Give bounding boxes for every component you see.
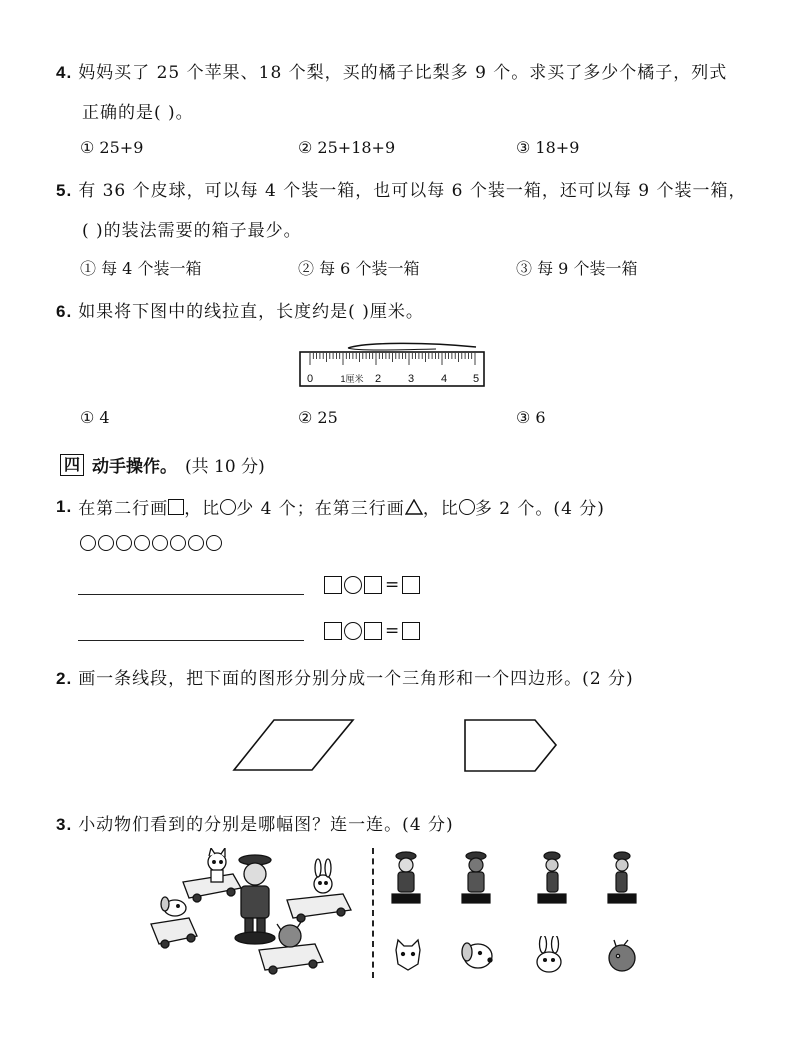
operator-circle[interactable] [344, 622, 362, 640]
answer-box[interactable] [324, 622, 342, 640]
s2-number: 2. [56, 669, 73, 688]
curved-line [348, 343, 476, 348]
policeman-figure-icon [235, 855, 275, 944]
animal-heads [390, 936, 650, 976]
policeman-view-left-icon[interactable] [538, 852, 566, 903]
s1-text-c: 少 4 个；在第三行画 [236, 499, 405, 519]
ruler-label-2: 2 [374, 373, 382, 385]
dashed-divider [372, 848, 374, 978]
pentagon-shape[interactable] [463, 718, 559, 774]
curved-line-under [348, 348, 436, 350]
q6-text: 如果将下图中的线拉直，长度约是( )厘米。 [78, 302, 424, 322]
q5-number: 5. [56, 181, 73, 200]
s1-text-b: ，比 [184, 499, 221, 519]
equals-sign: = [385, 575, 400, 595]
q6-line [56, 297, 424, 322]
circle-icon [220, 499, 236, 515]
circle-item [170, 535, 186, 551]
answer-box[interactable] [402, 576, 420, 594]
circle-item [152, 535, 168, 551]
s2-line [56, 664, 634, 689]
s1-text-e: 多 2 个。(4 分) [474, 499, 605, 519]
ruler-label-0: 0 [306, 373, 314, 385]
circle-item [206, 535, 222, 551]
circle-item [80, 535, 96, 551]
equation-row3 [324, 621, 420, 641]
animals-scene-illustration [145, 848, 360, 978]
answer-box[interactable] [364, 622, 382, 640]
s1-line [56, 494, 605, 519]
triangle-icon [405, 499, 423, 515]
dog-head-icon[interactable] [462, 943, 492, 968]
s1-text-a: 在第二行画 [78, 499, 169, 519]
q4-option-1[interactable]: ① 25+9 [80, 138, 144, 157]
policeman-view-front-icon[interactable] [392, 852, 420, 903]
q6-option-2[interactable]: ② 25 [298, 408, 338, 427]
q4-text: 妈妈买了 25 个苹果、18 个梨，买的橘子比梨多 9 个。求买了多少个橘子，列式 [78, 63, 728, 83]
circle-item [134, 535, 150, 551]
circle-item [98, 535, 114, 551]
s1-text-d: ，比 [422, 499, 459, 519]
section-badge: 四 [60, 454, 84, 476]
q5-line1 [56, 176, 747, 201]
square-icon [168, 499, 184, 515]
circle-icon [459, 499, 475, 515]
answer-line-row2[interactable] [78, 594, 304, 595]
equals-sign: = [385, 621, 400, 641]
ruler-label-4: 4 [440, 373, 448, 385]
answer-line-row3[interactable] [78, 640, 304, 641]
circle-row [80, 535, 222, 551]
circle-item [116, 535, 132, 551]
s3-number: 3. [56, 815, 73, 834]
operator-circle[interactable] [344, 576, 362, 594]
q5-line2: ( )的装法需要的箱子最少。 [82, 221, 302, 241]
q5-option-2[interactable]: ② 每 6 个装一箱 [298, 259, 420, 278]
q6-option-1[interactable]: ① 4 [80, 408, 110, 427]
q5-option-1[interactable]: ① 每 4 个装一箱 [80, 259, 202, 278]
ruler-label-1: 1厘米 [340, 374, 364, 384]
section-title: 动手操作。 [92, 457, 178, 477]
answer-box[interactable] [324, 576, 342, 594]
q6-option-3[interactable]: ③ 6 [516, 408, 546, 427]
bird-car-icon [259, 922, 323, 974]
dog-car-icon [151, 897, 197, 948]
ruler-figure [296, 340, 490, 392]
equation-row2 [324, 575, 420, 595]
q4-option-2[interactable]: ② 25+18+9 [298, 138, 396, 157]
q4-line2: 正确的是( )。 [82, 103, 194, 123]
policeman-view-back-icon[interactable] [462, 852, 490, 903]
q5-text: 有 36 个皮球，可以每 4 个装一箱，也可以每 6 个装一箱，还可以每 9 个装一箱， [78, 181, 747, 201]
circle-item [188, 535, 204, 551]
s1-number: 1. [56, 496, 73, 516]
q4-option-3[interactable]: ③ 18+9 [516, 138, 580, 157]
section-points: (共 10 分) [185, 457, 265, 477]
s2-text: 画一条线段，把下面的图形分别分成一个三角形和一个四边形。(2 分) [78, 669, 634, 689]
fox-head-icon[interactable] [396, 940, 420, 970]
q5-option-3[interactable]: ③ 每 9 个装一箱 [516, 259, 638, 278]
q6-number: 6. [56, 302, 73, 321]
ruler-body [300, 352, 484, 386]
s3-text: 小动物们看到的分别是哪幅图？连一连。(4 分) [78, 815, 454, 835]
bird-head-icon[interactable] [609, 940, 635, 971]
fox-car-icon [183, 848, 241, 902]
q4-number: 4. [56, 63, 73, 82]
parallelogram-shape[interactable] [232, 718, 356, 772]
policeman-views [390, 850, 650, 906]
section-header [60, 452, 265, 477]
rabbit-car-icon [287, 859, 351, 922]
answer-box[interactable] [402, 622, 420, 640]
answer-box[interactable] [364, 576, 382, 594]
s3-line [56, 810, 454, 835]
policeman-view-right-icon[interactable] [608, 852, 636, 903]
rabbit-head-icon[interactable] [537, 936, 561, 972]
ruler-label-3: 3 [407, 373, 415, 385]
ruler-label-5: 5 [472, 373, 480, 385]
q4-line1 [56, 58, 727, 83]
